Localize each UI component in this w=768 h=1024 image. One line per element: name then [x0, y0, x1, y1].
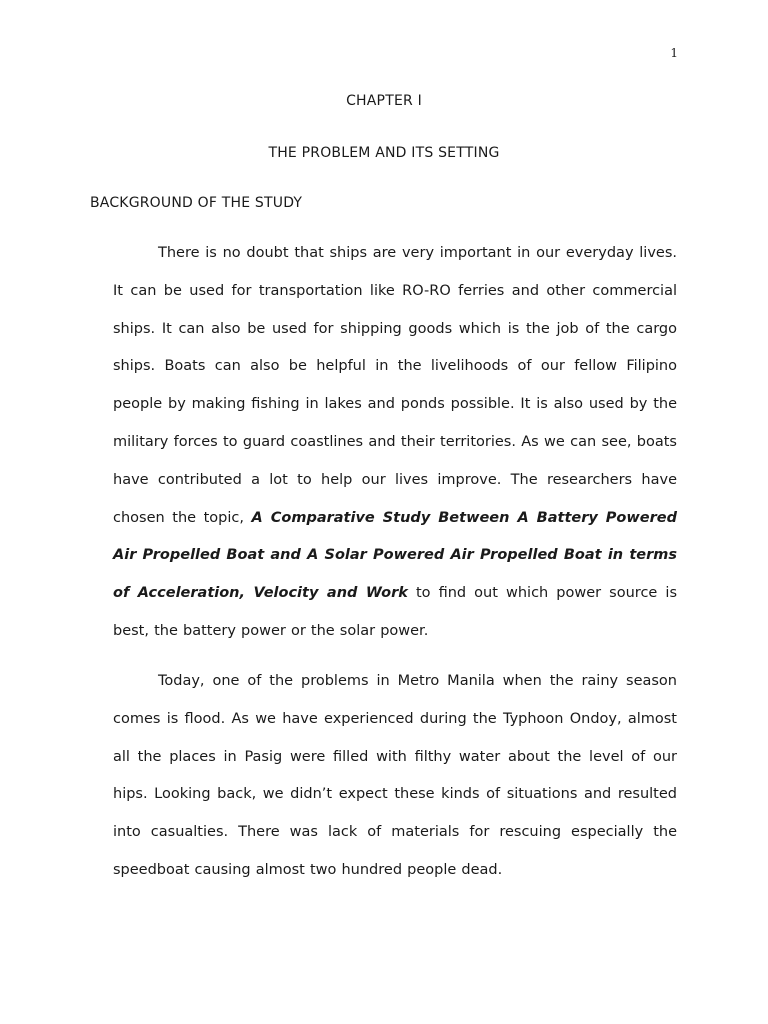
- chapter-label: CHAPTER I: [346, 93, 422, 109]
- body-paragraph-1: [113, 235, 677, 651]
- body-paragraph-2: [113, 663, 677, 890]
- study-title-emphasis: A Comparative Study Between A Battery Powered Air Propelled Boat and A Solar Powered Air Propelled Boat in terms of Acceleration, Velocity and Work: [113, 509, 677, 602]
- paragraph-2-text: Today, one of the problems in Metro Manila when the rainy season comes is flood. As we have experienced during the Typhoon Ondoy, almost all the places in Pasig were filled with filthy water about the level of our hips. Looking back, we didn’t expect these kinds of situations and resulted into casualties. There was lack of materials for rescuing especially the speedboat causing almost two hundred people dead.: [113, 673, 677, 878]
- paragraph-1-text-before: There is no doubt that ships are very important in our everyday lives. It can be used for transportation like RO-RO ferries and other commercial ships. It can also be used for shipping goods which is the job of the cargo ships. Boats can also be helpful in the livelihoods of our fellow Filipino people by making fishing in lakes and ponds possible. It is also used by the military forces to guard coastlines and their territories. As we can see, boats have contributed a lot to help our lives improve. The researchers have chosen the topic,: [113, 245, 677, 526]
- page-number: 1: [670, 46, 678, 60]
- paragraph-1-text-after: to find out which power source is best, the battery power or the solar power.: [113, 585, 677, 639]
- section-heading: BACKGROUND OF THE STUDY: [90, 195, 303, 211]
- chapter-title: THE PROBLEM AND ITS SETTING: [268, 145, 500, 161]
